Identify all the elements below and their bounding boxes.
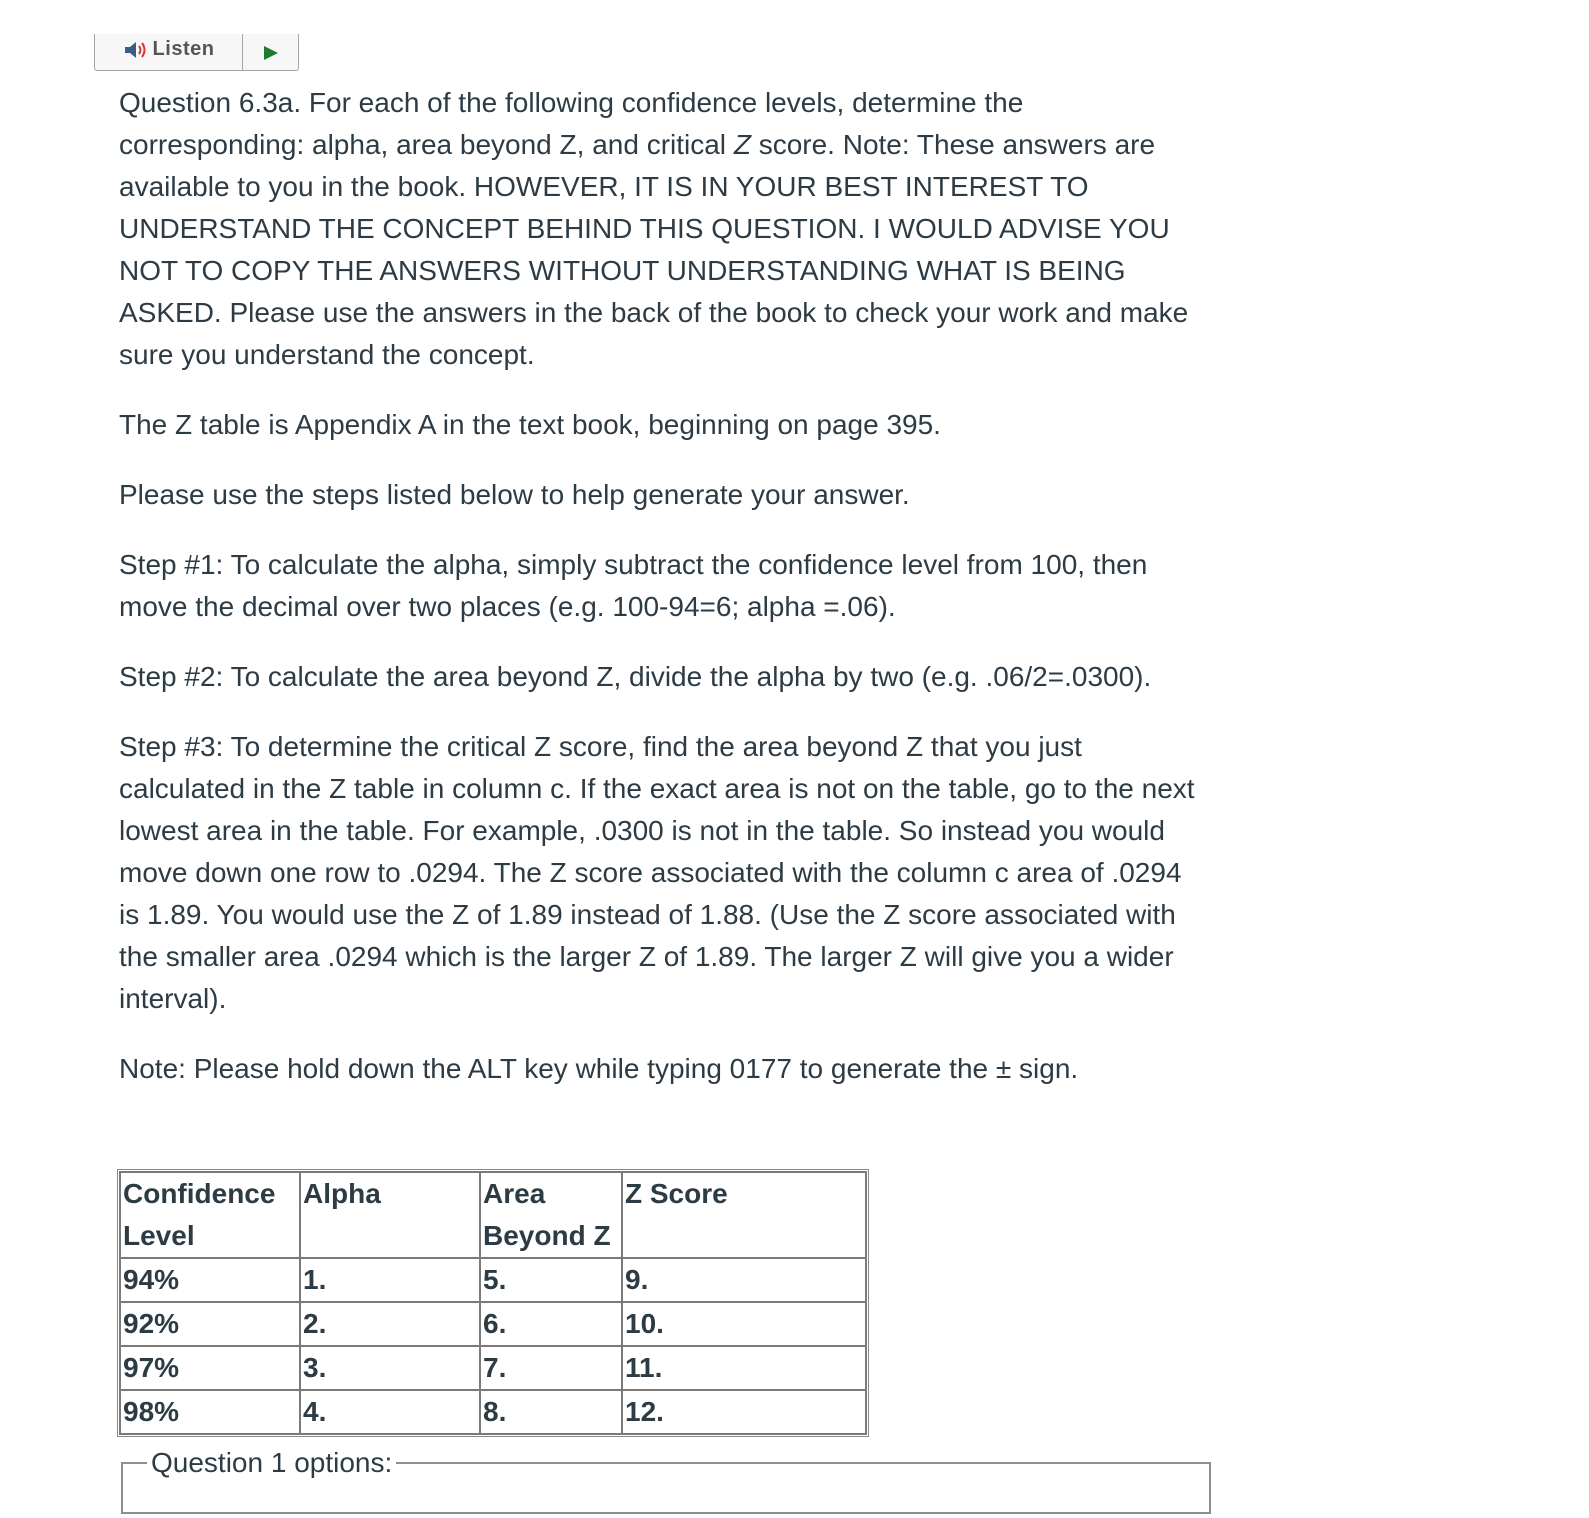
ztable-note: The Z table is Appendix A in the text book, beginning on page 395. <box>119 409 941 440</box>
cell-alpha: 1. <box>300 1258 480 1302</box>
table-row <box>120 1258 866 1302</box>
play-button[interactable] <box>243 34 298 70</box>
answer-table <box>119 1171 867 1435</box>
table-row <box>120 1390 866 1434</box>
cell-alpha: 2. <box>300 1302 480 1346</box>
cell-area: 5. <box>480 1258 622 1302</box>
cell-zscore: 12. <box>622 1390 866 1434</box>
listen-label: Listen <box>152 38 215 60</box>
step-1: Step #1: To calculate the alpha, simply subtract the confidence level from 100, then move the decimal over two places (e.g. 100-94=6; alpha =.06). <box>119 549 1148 622</box>
cell-alpha: 4. <box>300 1390 480 1434</box>
listen-toolbar <box>94 34 299 71</box>
question-content <box>119 82 1209 1118</box>
cell-confidence: 92% <box>120 1302 300 1346</box>
header-confidence-level: Confidence Level <box>120 1172 300 1258</box>
cell-zscore: 9. <box>622 1258 866 1302</box>
steps-intro: Please use the steps listed below to help generate your answer. <box>119 479 910 510</box>
table-header-row <box>120 1172 866 1258</box>
cell-area: 8. <box>480 1390 622 1434</box>
cell-area: 6. <box>480 1302 622 1346</box>
cell-alpha: 3. <box>300 1346 480 1390</box>
step-3: Step #3: To determine the critical Z score, find the area beyond Z that you just calculated in the Z table in column c. If the exact area is not on the table, go to the next lowest area in the table. For example, .0300 is not in the table. So instead you would move down one row to .0294. The Z score associated with the column c area of .0294 is 1.89. You would use the Z of 1.89 instead of 1.88. (Use the Z score associated with the smaller area .0294 which is the larger Z of 1.89. The larger Z will give you a wider interval). <box>119 731 1195 1014</box>
cell-zscore: 10. <box>622 1302 866 1346</box>
cell-area: 7. <box>480 1346 622 1390</box>
speaker-icon <box>123 40 147 60</box>
header-area-beyond-z: Area Beyond Z <box>480 1172 622 1258</box>
listen-button[interactable] <box>95 34 243 70</box>
cell-confidence: 98% <box>120 1390 300 1434</box>
question-1-options[interactable] <box>121 1447 1211 1514</box>
cell-confidence: 94% <box>120 1258 300 1302</box>
header-z-score: Z Score <box>622 1172 866 1258</box>
table-row <box>120 1302 866 1346</box>
cell-confidence: 97% <box>120 1346 300 1390</box>
step-2: Step #2: To calculate the area beyond Z, divide the alpha by two (e.g. .06/2=.0300). <box>119 661 1152 692</box>
cell-zscore: 11. <box>622 1346 866 1390</box>
play-icon <box>262 44 280 62</box>
header-alpha: Alpha <box>300 1172 480 1258</box>
question-intro: Question 6.3a. For each of the following confidence levels, determine the corresponding: alpha, area beyond Z, and critical Z score. Note: These answers are available to you in the book. HOWEVER, IT IS IN YOUR BEST INTEREST TO UNDERSTAND THE CONCEPT BEHIND THIS QUESTION. I WOULD ADVISE YOU NOT TO COPY THE ANSWERS WITHOUT UNDERSTANDING WHAT IS BEING ASKED. Please use the answers in the back of the book to check your work and make sure you understand the concept. <box>119 87 1189 370</box>
alt-note: Note: Please hold down the ALT key while typing 0177 to generate the ± sign. <box>119 1053 1079 1084</box>
question-1-options-legend: Question 1 options: <box>147 1446 396 1480</box>
table-row <box>120 1346 866 1390</box>
